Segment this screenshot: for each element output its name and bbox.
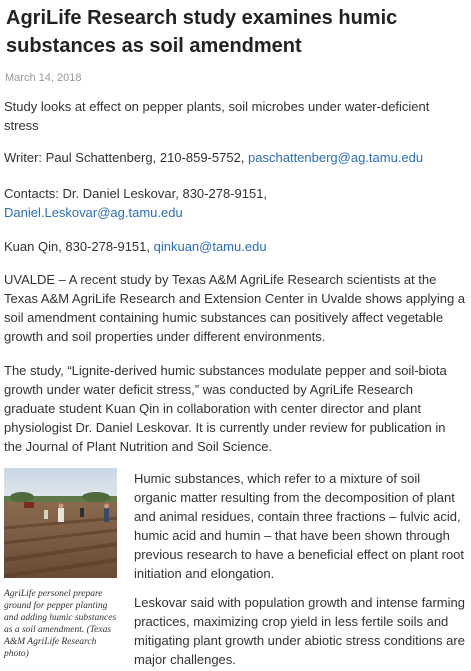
kuan-contact-text: Kuan Qin, 830-278-9151, <box>4 239 154 254</box>
paragraph-uvalde: UVALDE – A recent study by Texas A&M AgriLife Research scientists at the Texas A&M AgriLife Research and Extension Center in Uvalde shows applying a soil amendment containing humic substances can positively affect vegetable growth and soil properties under different environments. <box>4 272 466 344</box>
article-date: March 14, 2018 <box>5 72 82 84</box>
contacts-text: Contacts: Dr. Daniel Leskovar, 830-278-9151, <box>4 186 268 201</box>
article-title: AgriLife Research study examines humic substances as soil amendment <box>6 7 398 57</box>
field-photo-image <box>4 468 117 578</box>
contacts-line <box>4 184 466 222</box>
paragraph-humic: Humic substances, which refer to a mixture of soil organic matter resulting from the decomposition of plant and animal residues, contain three fractions – fulvic acid, humic acid and humin – that have been shown through previous research to have a beneficial effect on plant root initiation and elongation. <box>134 471 465 581</box>
writer-email-link[interactable]: paschattenberg@ag.tamu.edu <box>248 150 424 165</box>
paragraph-study: The study, “Lignite-derived humic substances modulate pepper and soil-biota growth under water deficit stress,” was conducted by AgriLife Research graduate student Kuan Qin in collaboration with center director and plant physiologist Dr. Daniel Leskovar. It is currently under review for publication in the Journal of Plant Nutrition and Soil Science. <box>4 363 447 454</box>
paragraph-leskovar: Leskovar said with population growth and intense farming practices, maximizing crop yield in less fertile soils and mitigating plant growth under abiotic stress conditions are major challenges. <box>134 595 465 667</box>
photo-caption: AgriLife personel prepare ground for pepper planting and adding humic substances as a soil amendment. (Texas A&M AgriLife Research photo) <box>4 589 117 659</box>
writer-text: Writer: Paul Schattenberg, 210-859-5752, <box>4 150 249 165</box>
kuan-email-link[interactable]: qinkuan@tamu.edu <box>153 239 267 254</box>
field-photo <box>4 468 117 578</box>
article-subtitle: Study looks at effect on pepper plants, soil microbes under water-deficient stress <box>4 99 430 133</box>
leskovar-email-link[interactable]: Daniel.Leskovar@ag.tamu.edu <box>4 205 183 220</box>
writer-line <box>4 148 466 167</box>
kuan-contact-line <box>4 237 466 256</box>
